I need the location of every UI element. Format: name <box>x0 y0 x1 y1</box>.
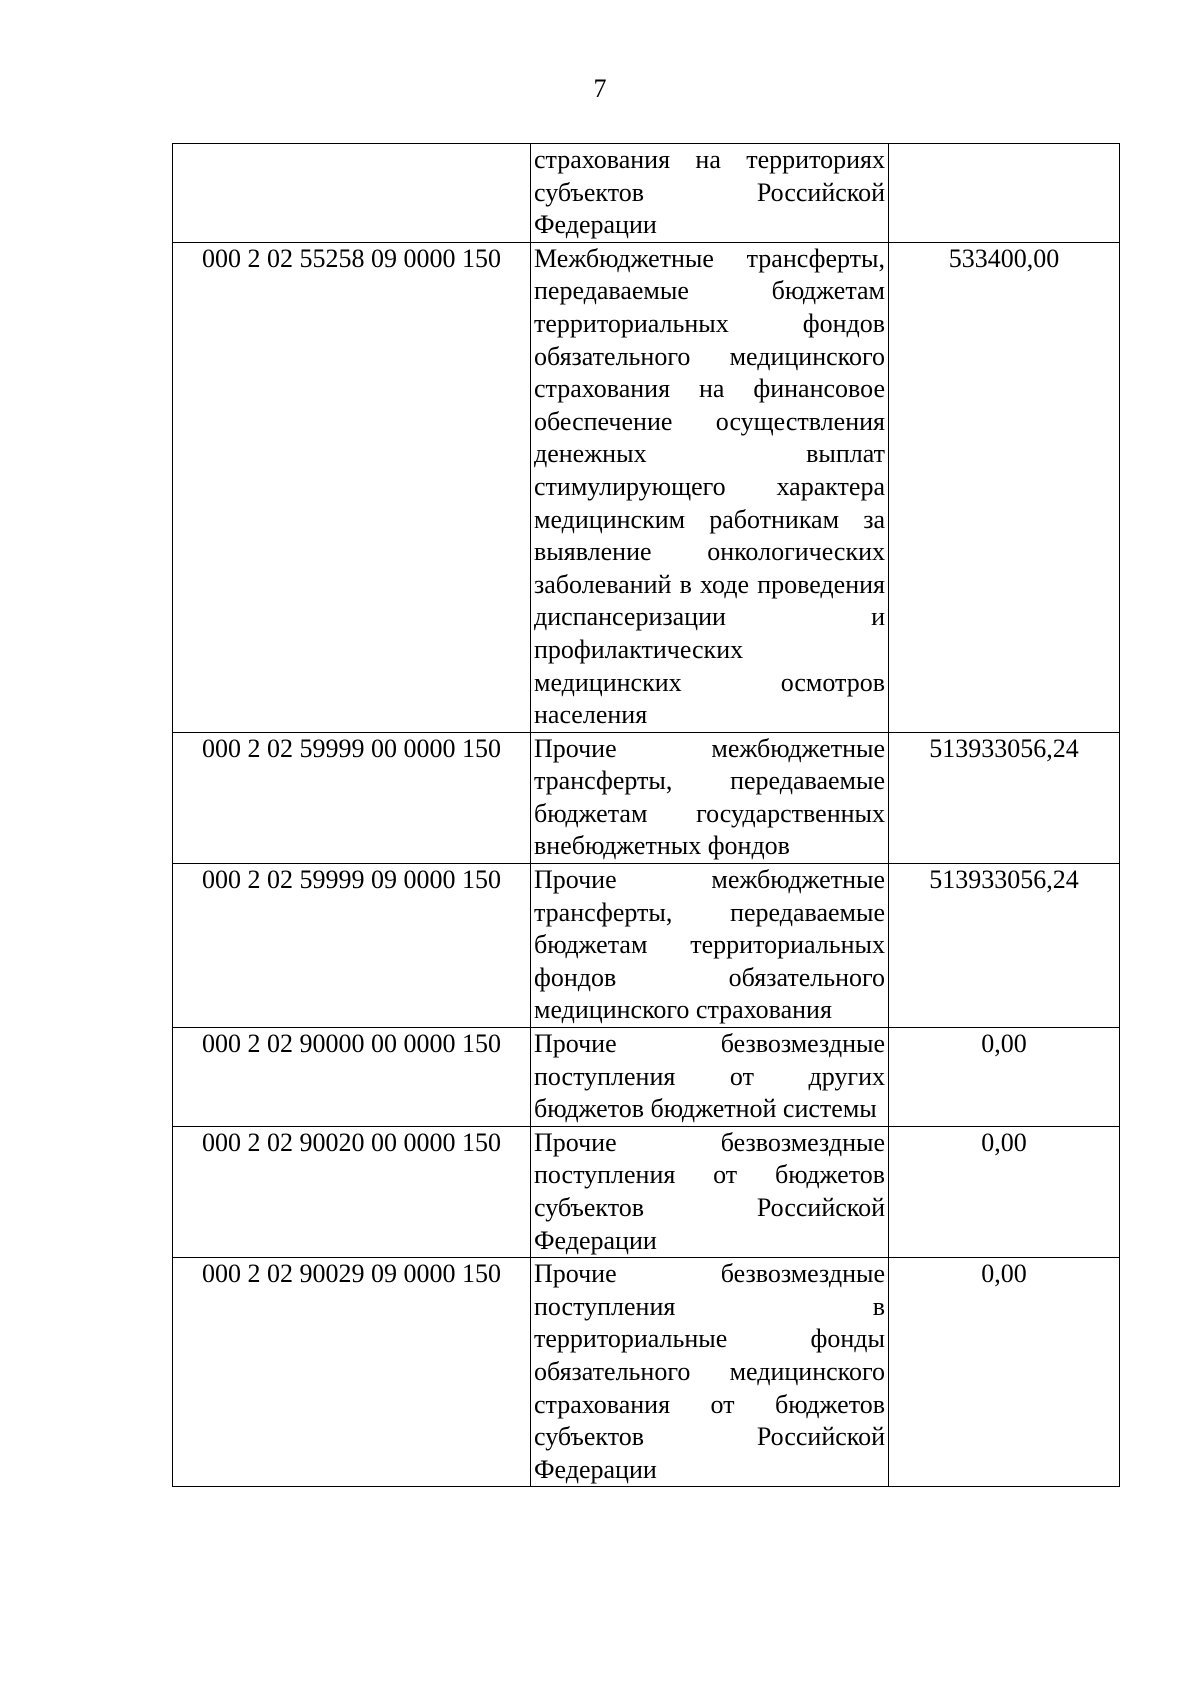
amount-cell: 513933056,24 <box>889 864 1120 1028</box>
code-cell: 000 2 02 90020 00 0000 150 <box>173 1126 531 1257</box>
amount-cell: 513933056,24 <box>889 732 1120 863</box>
description-cell: Прочие безвозмездные поступления в территориальные фонды обязательного медицинского страхования от бюджетов субъектов Российской Федерации <box>531 1258 889 1487</box>
description-cell: Межбюджетные трансферты, передаваемые бюджетам территориальных фондов обязательного медицинского страхования на финансовое обеспечение осуществления денежных выплат стимулирующего характера медицинским работникам за выявление онкологических заболеваний в ходе проведения диспансеризации и профилактических медицинских осмотров населения <box>531 242 889 732</box>
budget-revenue-table <box>172 143 1120 1487</box>
code-cell: 000 2 02 90029 09 0000 150 <box>173 1258 531 1487</box>
amount-cell: 0,00 <box>889 1028 1120 1127</box>
description-cell: Прочие межбюджетные трансферты, передаваемые бюджетам территориальных фондов обязательного медицинского страхования <box>531 864 889 1028</box>
code-cell: 000 2 02 59999 00 0000 150 <box>173 732 531 863</box>
description-cell: Прочие безвозмездные поступления от других бюджетов бюджетной системы <box>531 1028 889 1127</box>
description-cell: Прочие безвозмездные поступления от бюджетов субъектов Российской Федерации <box>531 1126 889 1257</box>
code-cell <box>173 144 531 243</box>
code-cell: 000 2 02 90000 00 0000 150 <box>173 1028 531 1127</box>
table-row <box>173 864 1120 1028</box>
table-row <box>173 1126 1120 1257</box>
code-cell: 000 2 02 59999 09 0000 150 <box>173 864 531 1028</box>
table-row <box>173 1258 1120 1487</box>
table-row <box>173 144 1120 243</box>
amount-cell <box>889 144 1120 243</box>
code-cell: 000 2 02 55258 09 0000 150 <box>173 242 531 732</box>
table-row <box>173 242 1120 732</box>
amount-cell: 533400,00 <box>889 242 1120 732</box>
description-cell: страхования на территориях субъектов Российской Федерации <box>531 144 889 243</box>
amount-cell: 0,00 <box>889 1126 1120 1257</box>
page-number: 7 <box>593 74 607 103</box>
table-row <box>173 1028 1120 1127</box>
description-cell: Прочие межбюджетные трансферты, передаваемые бюджетам государственных внебюджетных фондов <box>531 732 889 863</box>
table-body <box>173 144 1120 1487</box>
amount-cell: 0,00 <box>889 1258 1120 1487</box>
table-row <box>173 732 1120 863</box>
